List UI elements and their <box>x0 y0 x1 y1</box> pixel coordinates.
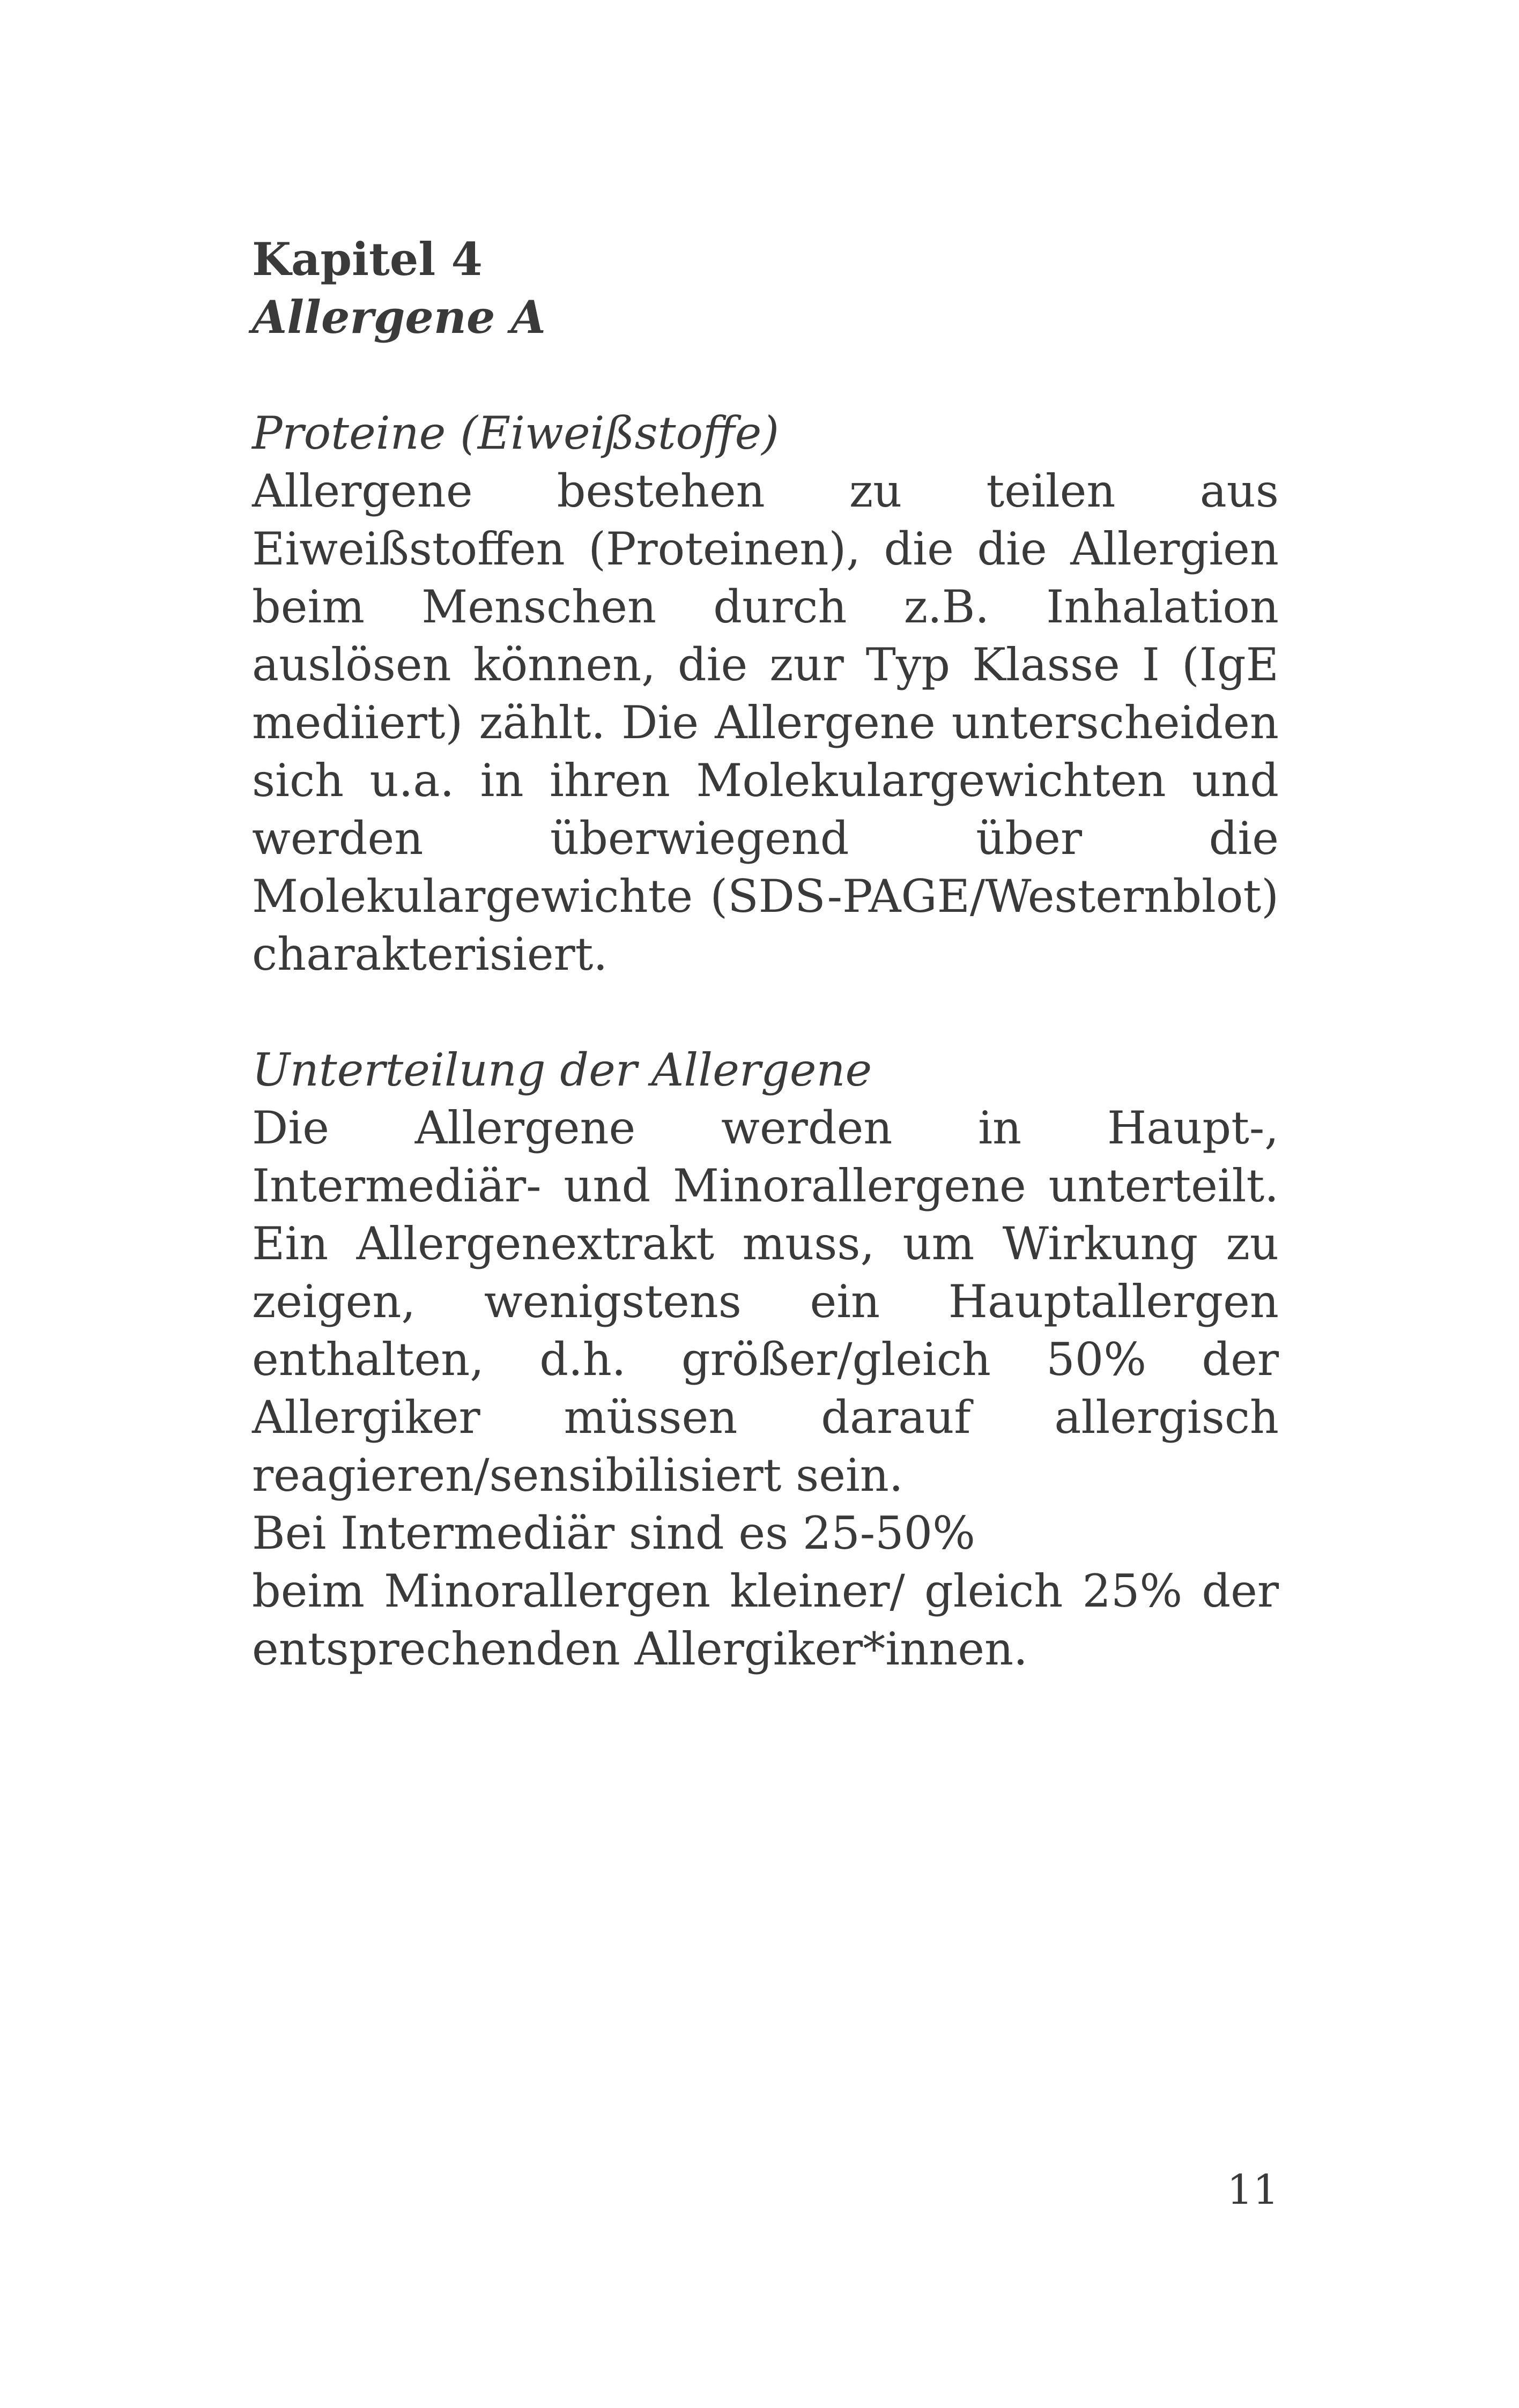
spacer <box>252 983 1279 1041</box>
section-paragraph-proteine: Allergene bestehen zu teilen aus Eiweißstoffen (Proteinen), die die Allergien beim Menschen durch z.B. Inhalation auslösen können, die zur Typ Klasse I (IgE mediiert) zählt. Die Allergene unterscheiden sich u.a. in ihren Molekulargewichten und werden überwiegend über die Molekulargewichte (SDS-PAGE/Westernblot) charakterisiert. <box>252 465 1279 980</box>
section-line-intermediaer: Bei Intermediär sind es 25-50% <box>252 1507 975 1559</box>
page-text-block <box>252 231 1279 1678</box>
section-heading-unterteilung: Unterteilung der Allergene <box>252 1044 872 1096</box>
page-number: 11 <box>1227 2166 1279 2213</box>
section-paragraph-minorallergen: beim Minorallergen kleiner/ gleich 25% der entsprechenden Allergiker*innen. <box>252 1565 1279 1675</box>
section-heading-proteine: Proteine (Eiweißstoffe) <box>252 407 780 459</box>
chapter-label: Kapitel 4 <box>252 233 483 286</box>
section-paragraph-unterteilung: Die Allergene werden in Haupt-, Intermediär- und Minorallergene unterteilt. Ein Allergenextrakt muss, um Wirkung zu zeigen, wenigstens ein Hauptallergen enthalten, d.h. größer/gleich 50% der Allergiker müssen darauf allergisch reagieren/sensibilisiert sein. <box>252 1102 1279 1502</box>
spacer <box>252 346 1279 404</box>
chapter-title: Allergene A <box>252 291 546 344</box>
